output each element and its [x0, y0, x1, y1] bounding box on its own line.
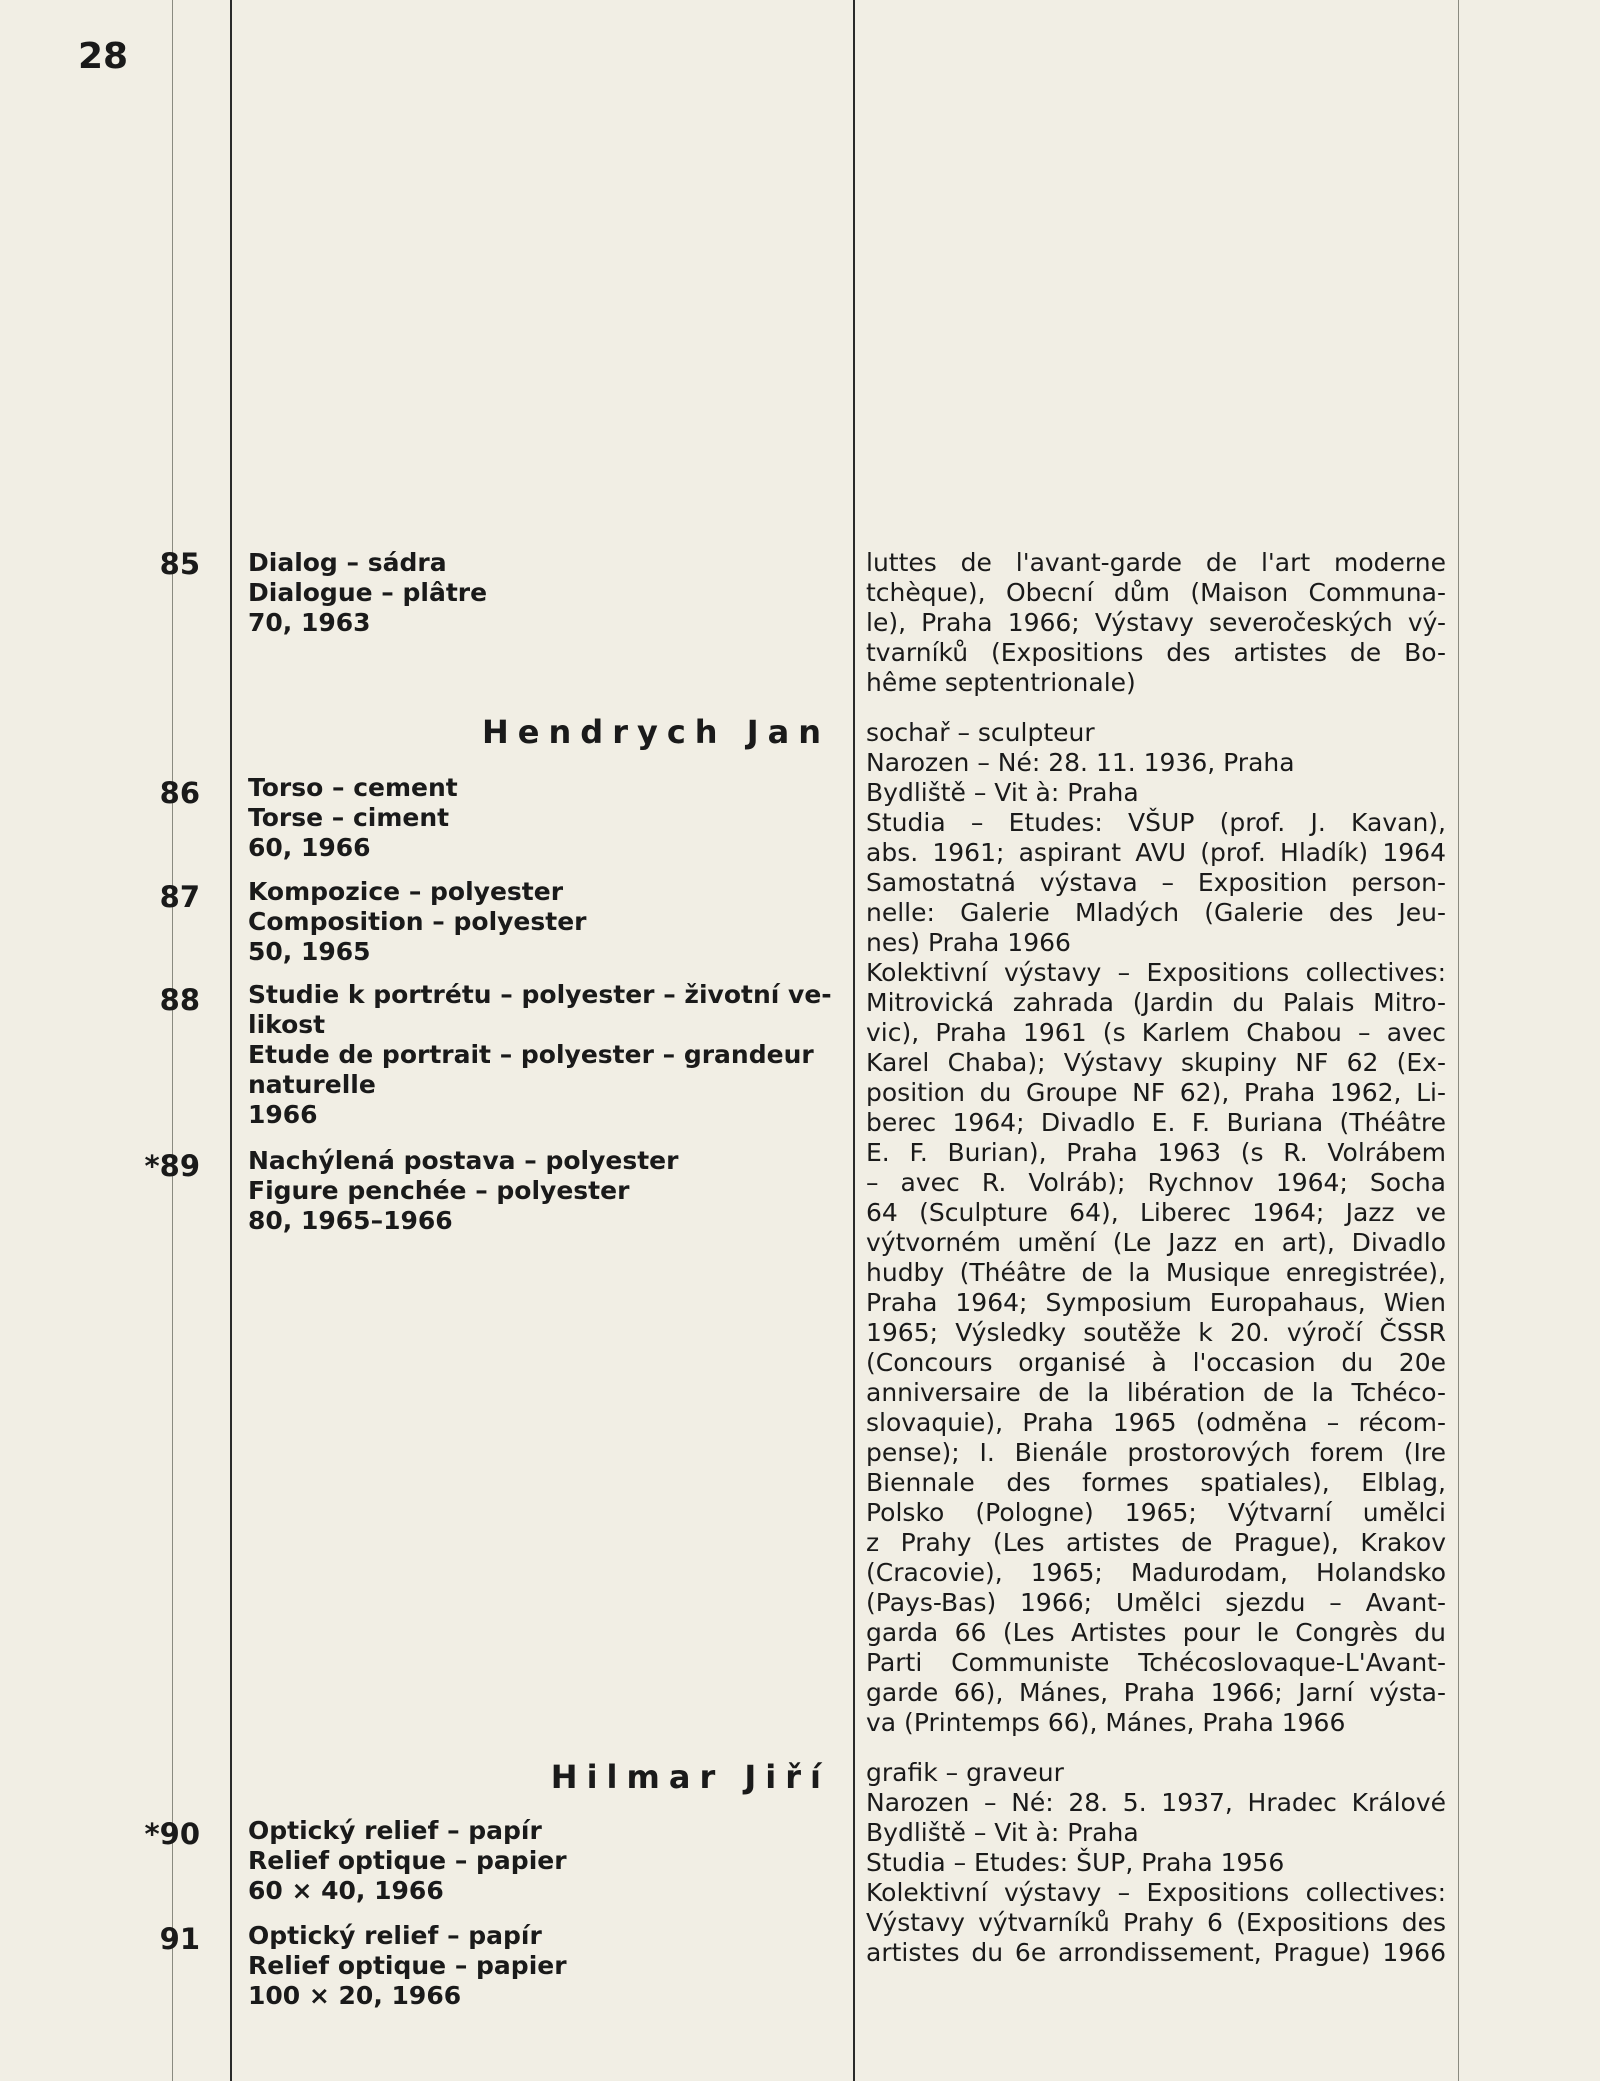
bio-line: hudby (Théâtre de la Musique enregistrée), — [866, 1258, 1446, 1287]
bio-line: berec 1964; Divadlo E. F. Buriana (Théâtre — [866, 1108, 1446, 1137]
entry-87 — [248, 877, 833, 967]
entry-number: 91 — [159, 1922, 200, 1956]
bio-line: va (Printemps 66), Mánes, Praha 1966 — [866, 1708, 1346, 1737]
bio-line: Studia – Etudes: VŠUP (prof. J. Kavan), — [866, 808, 1446, 837]
bio-line: le), Praha 1966; Výstavy severočeských vý- — [866, 608, 1446, 637]
bio-line: garda 66 (Les Artistes pour le Congrès du — [866, 1618, 1446, 1647]
bio-line: tvarníků (Expositions des artistes de Bo- — [866, 638, 1446, 667]
bio-line: nelle: Galerie Mladých (Galerie des Jeu- — [866, 898, 1446, 927]
bio-line: position du Groupe NF 62), Praha 1962, Li- — [866, 1078, 1446, 1107]
bio-line: garde 66), Mánes, Praha 1966; Jarní výsta- — [866, 1678, 1446, 1707]
bio-line: 64 (Sculpture 64), Liberec 1964; Jazz ve — [866, 1198, 1446, 1227]
entry-line: Relief optique – papier — [248, 1846, 567, 1875]
entry-86 — [248, 773, 833, 863]
bio-line: abs. 1961; aspirant AVU (prof. Hladík) 1964 — [866, 838, 1446, 867]
bio-line: – avec R. Volráb); Rychnov 1964; Socha — [866, 1168, 1446, 1197]
bio-line: z Prahy (Les artistes de Prague), Krakov — [866, 1528, 1446, 1557]
artist-heading-hilmar: Hilmar Jiří — [550, 1758, 830, 1796]
bio-line: hême septentrionale) — [866, 668, 1136, 697]
left-margin-rule — [172, 0, 173, 2081]
entry-number: *90 — [144, 1817, 200, 1851]
entry-line: Composition – polyester — [248, 907, 587, 936]
bio-line: Kolektivní výstavy – Expositions collectives: — [866, 958, 1446, 987]
entry-line: Figure penchée – polyester — [248, 1176, 630, 1205]
entry-line: Torso – cement — [248, 773, 458, 802]
entry-line: 100 × 20, 1966 — [248, 1981, 462, 2010]
entry-line: 80, 1965–1966 — [248, 1206, 453, 1235]
bio-line: Mitrovická zahrada (Jardin du Palais Mitro- — [866, 988, 1446, 1017]
bio-line: (Pays-Bas) 1966; Umělci sjezdu – Avant- — [866, 1588, 1446, 1617]
bio-hilmar — [866, 1758, 1446, 1968]
entry-89 — [248, 1146, 833, 1236]
entry-line: Studie k portrétu – polyester – životní ve- — [248, 980, 832, 1009]
entry-line: 70, 1963 — [248, 608, 371, 637]
bio-line: Praha 1964; Symposium Europahaus, Wien — [866, 1288, 1446, 1317]
bio-line: Bydliště – Vit à: Praha — [866, 778, 1139, 807]
entry-line: Kompozice – polyester — [248, 877, 564, 906]
entry-line: Optický relief – papír — [248, 1816, 542, 1845]
entry-line: likost — [248, 1010, 326, 1039]
entry-line: 60 × 40, 1966 — [248, 1876, 444, 1905]
entry-line: Torse – ciment — [248, 803, 450, 832]
entry-line: Relief optique – papier — [248, 1951, 567, 1980]
entry-90 — [248, 1816, 833, 1906]
column-divider-left — [230, 0, 232, 2081]
bio-line: sochař – sculpteur — [866, 718, 1095, 747]
bio-line: (Cracovie), 1965; Madurodam, Holandsko — [866, 1558, 1446, 1587]
entry-88 — [248, 980, 833, 1130]
bio-line: vic), Praha 1961 (s Karlem Chabou – avec — [866, 1018, 1446, 1047]
bio-line: pense); I. Bienále prostorových forem (Ire — [866, 1438, 1446, 1467]
entry-line: Optický relief – papír — [248, 1921, 542, 1950]
bio-line: Samostatná výstava – Exposition person- — [866, 868, 1446, 897]
bio-line: slovaquie), Praha 1965 (odměna – récom- — [866, 1408, 1446, 1437]
entry-number: 87 — [159, 880, 200, 914]
bio-continuation — [866, 548, 1446, 698]
artist-heading-hendrych: Hendrych Jan — [482, 713, 830, 751]
entry-line: 1966 — [248, 1100, 318, 1129]
column-divider-middle — [853, 0, 855, 2081]
entry-number: 88 — [159, 983, 200, 1017]
bio-line: luttes de l'avant-garde de l'art moderne — [866, 548, 1446, 577]
bio-line: Narozen – Né: 28. 11. 1936, Praha — [866, 748, 1295, 777]
bio-line: artistes du 6e arrondissement, Prague) 1966 — [866, 1938, 1446, 1967]
bio-line: Biennale des formes spatiales), Elblag, — [866, 1468, 1446, 1497]
entry-91 — [248, 1921, 833, 2011]
entry-number: 86 — [159, 776, 200, 810]
bio-line: E. F. Burian), Praha 1963 (s R. Volrábem — [866, 1138, 1446, 1167]
entry-line: Dialog – sádra — [248, 548, 447, 577]
entry-line: 60, 1966 — [248, 833, 371, 862]
right-margin-rule — [1458, 0, 1459, 2081]
entry-number: 85 — [159, 547, 200, 581]
page-number: 28 — [78, 36, 129, 77]
bio-line: výtvorném umění (Le Jazz en art), Divadlo — [866, 1228, 1446, 1257]
bio-line: Parti Communiste Tchécoslovaque-L'Avant- — [866, 1648, 1446, 1677]
entry-line: Etude de portrait – polyester – grandeur — [248, 1040, 814, 1069]
bio-line: Narozen – Né: 28. 5. 1937, Hradec Králové — [866, 1788, 1446, 1817]
entry-line: naturelle — [248, 1070, 376, 1099]
bio-line: Kolektivní výstavy – Expositions collectives: — [866, 1878, 1446, 1907]
bio-hendrych — [866, 718, 1446, 1738]
bio-line: Bydliště – Vit à: Praha — [866, 1818, 1139, 1847]
bio-line: grafik – graveur — [866, 1758, 1064, 1787]
bio-line: Polsko (Pologne) 1965; Výtvarní umělci — [866, 1498, 1446, 1527]
bio-line: 1965; Výsledky soutěže k 20. výročí ČSSR — [866, 1318, 1446, 1347]
bio-line: Karel Chaba); Výstavy skupiny NF 62 (Ex- — [866, 1048, 1446, 1077]
entry-85 — [248, 548, 833, 638]
bio-line: anniversaire de la libération de la Tchéco- — [866, 1378, 1446, 1407]
bio-line: nes) Praha 1966 — [866, 928, 1071, 957]
entry-line: Nachýlená postava – polyester — [248, 1146, 679, 1175]
bio-line: tchèque), Obecní dům (Maison Communa- — [866, 578, 1446, 607]
entry-line: Dialogue – plâtre — [248, 578, 488, 607]
bio-line: Výstavy výtvarníků Prahy 6 (Expositions des — [866, 1908, 1446, 1937]
bio-line: (Concours organisé à l'occasion du 20e — [866, 1348, 1446, 1377]
bio-line: Studia – Etudes: ŠUP, Praha 1956 — [866, 1848, 1285, 1877]
entry-line: 50, 1965 — [248, 937, 371, 966]
entry-number: *89 — [144, 1149, 200, 1183]
